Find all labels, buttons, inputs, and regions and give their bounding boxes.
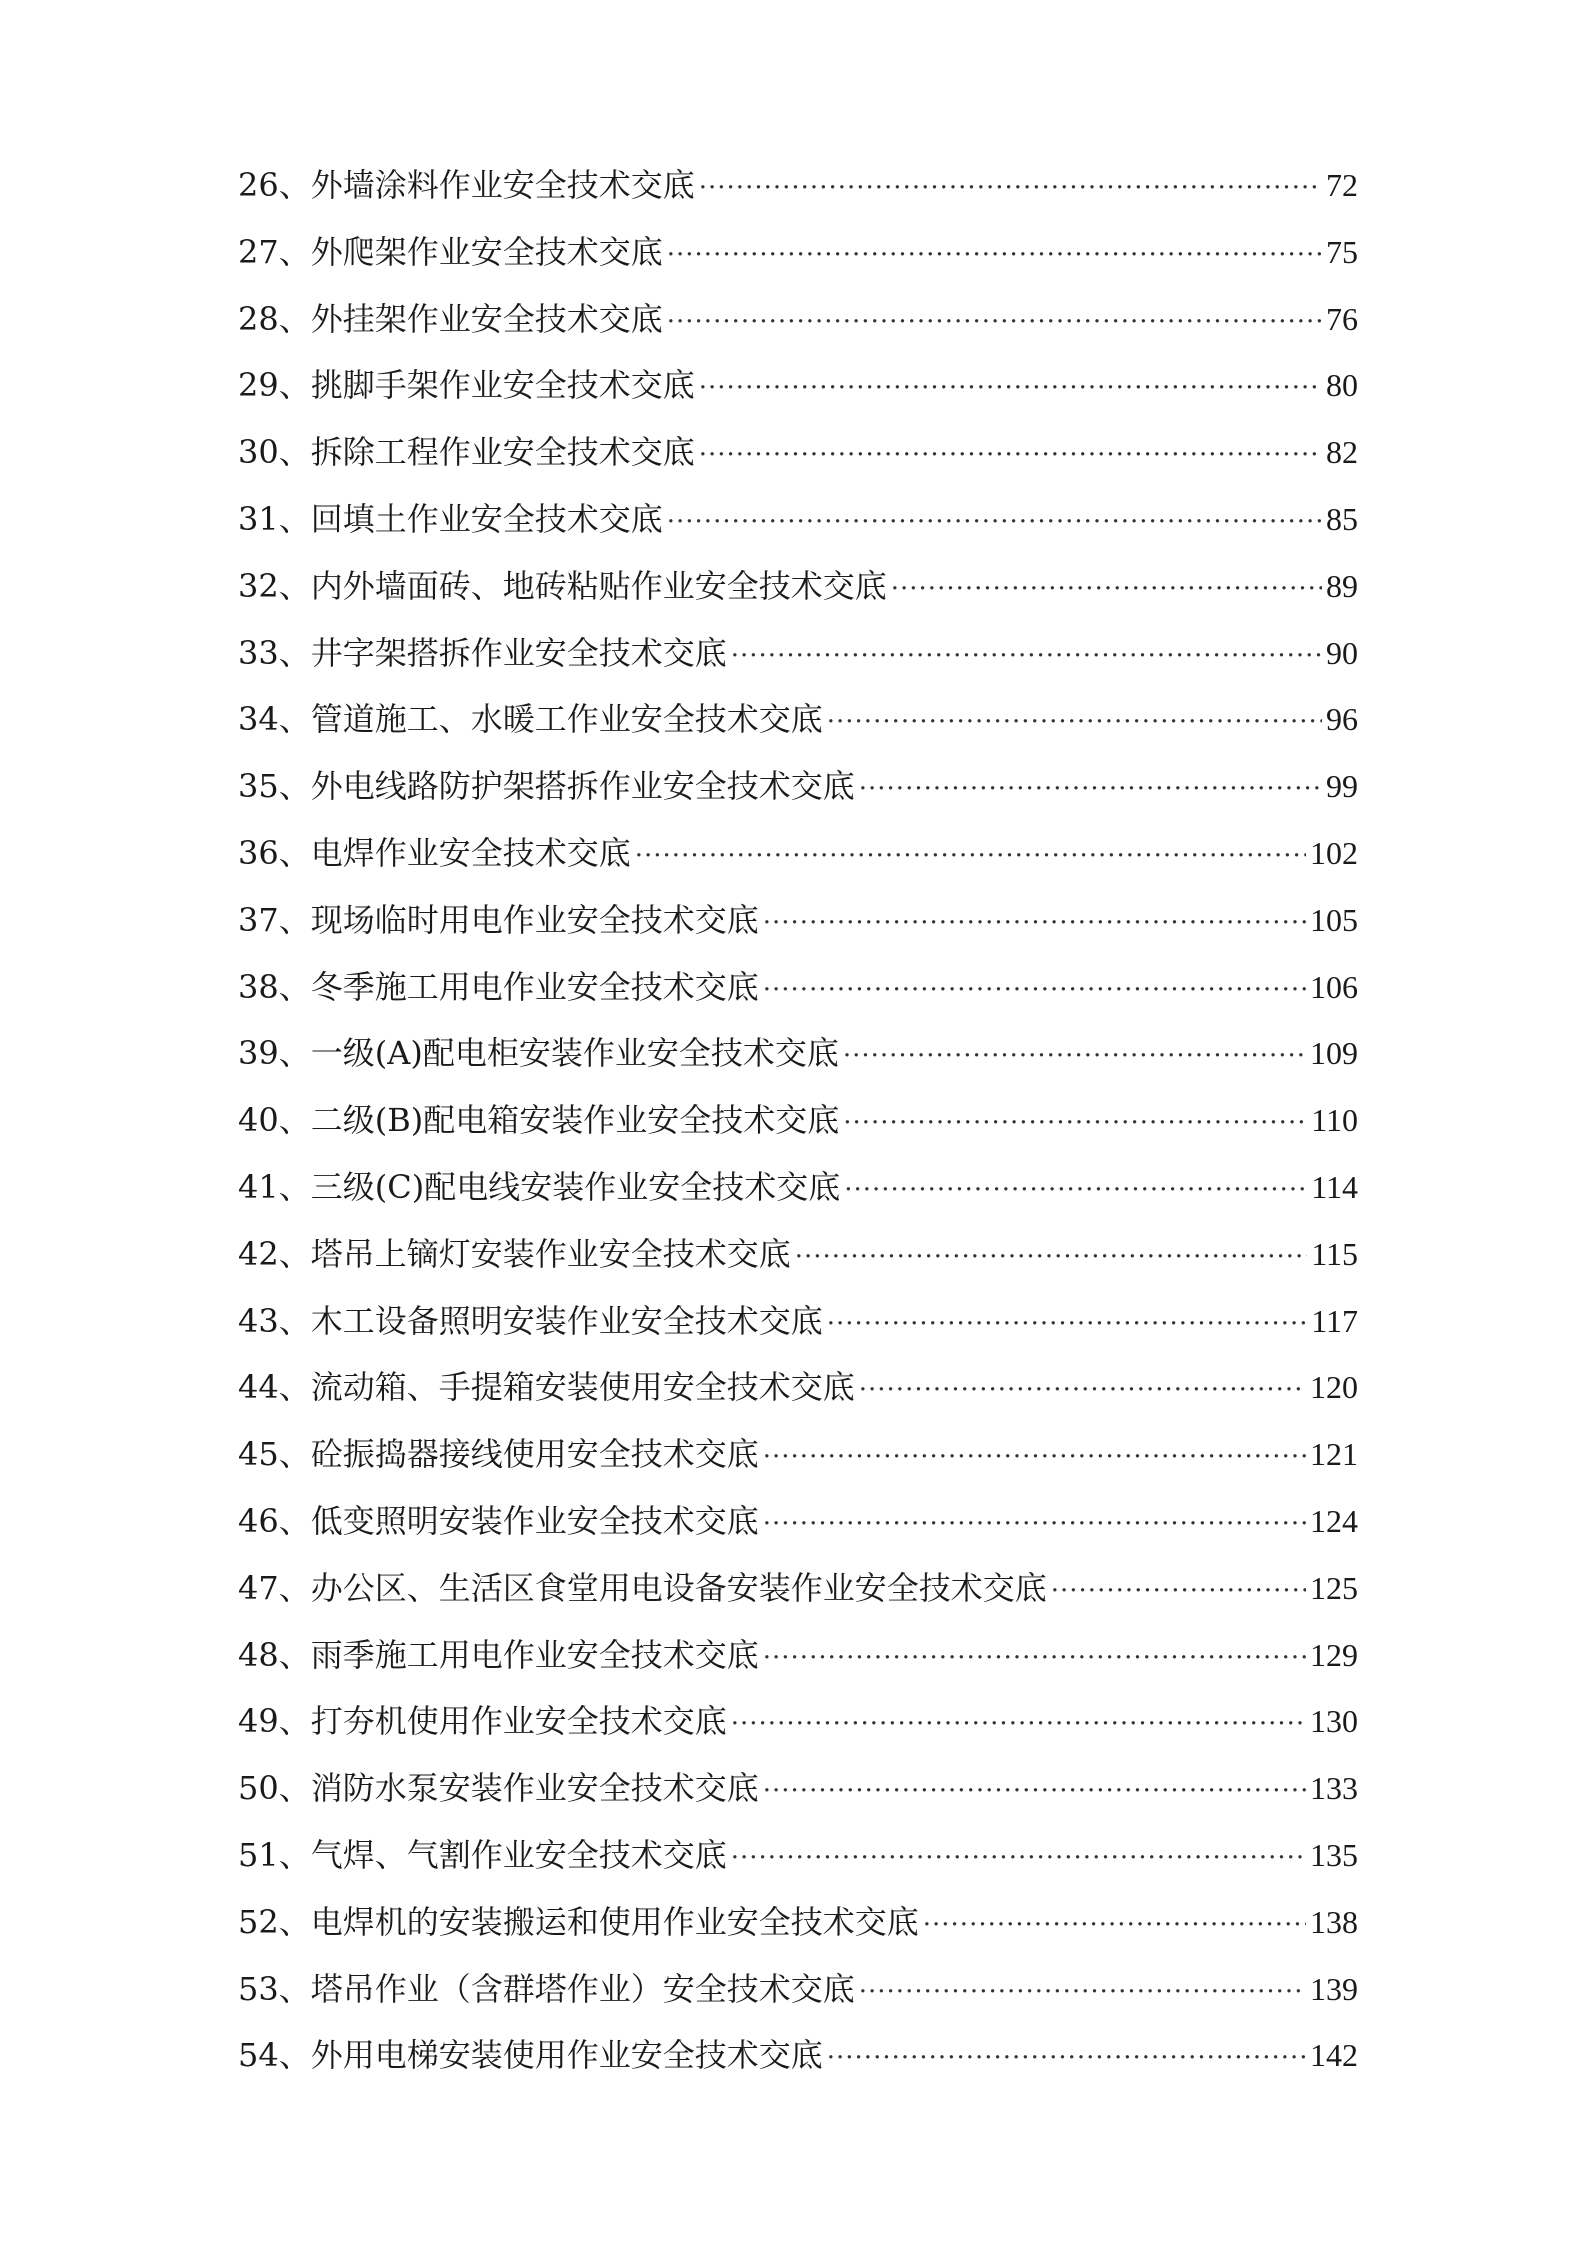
entry-page-number: 72	[1326, 167, 1358, 203]
dot-leader	[699, 422, 1322, 489]
toc-entry[interactable]	[238, 286, 1358, 353]
toc-entry[interactable]	[238, 620, 1358, 687]
entry-page-number: 110	[1311, 1102, 1358, 1139]
entry-page-number: 89	[1326, 567, 1358, 604]
entry-title: 外挂架作业安全技术交底	[310, 299, 663, 338]
entry-number: 53、	[238, 1969, 311, 2008]
entry-page-number: 133	[1310, 1770, 1358, 1807]
toc-entry[interactable]	[238, 1889, 1358, 1956]
toc-entry[interactable]	[238, 1488, 1358, 1555]
entry-page-number: 109	[1310, 1035, 1358, 1072]
entry-page-number: 138	[1310, 1903, 1358, 1940]
entry-number: 43、	[238, 1301, 311, 1340]
toc-entry[interactable]	[238, 954, 1358, 1021]
toc-entry[interactable]	[238, 1154, 1358, 1221]
entry-number: 27、	[238, 232, 311, 271]
entry-number: 36、	[238, 833, 311, 872]
dot-leader	[923, 1892, 1306, 1959]
entry-number: 37、	[238, 900, 311, 939]
entry-page-number: 96	[1326, 701, 1358, 738]
dot-leader	[1051, 1558, 1306, 1625]
toc-entry[interactable]	[238, 486, 1358, 553]
toc-entry[interactable]	[238, 1087, 1358, 1154]
dot-leader	[667, 489, 1322, 556]
toc-entry[interactable]	[238, 219, 1358, 286]
dot-leader	[763, 1625, 1306, 1692]
entry-number: 34、	[238, 700, 311, 739]
entry-title: 塔吊作业（含群塔作业）安全技术交底	[310, 1969, 855, 2008]
entry-page-number: 124	[1310, 1502, 1358, 1539]
entry-title: 打夯机使用作业安全技术交底	[310, 1702, 727, 1741]
toc-entry[interactable]	[238, 1688, 1358, 1755]
entry-number: 44、	[238, 1368, 311, 1407]
toc-entry[interactable]	[238, 1622, 1358, 1689]
entry-title: 气焊、气割作业安全技术交底	[310, 1835, 727, 1874]
entry-title: 一级(A)配电柜安装作业安全技术交底	[310, 1034, 839, 1073]
entry-title: 木工设备照明安装作业安全技术交底	[310, 1301, 823, 1340]
dot-leader	[843, 1090, 1307, 1157]
entry-number: 51、	[238, 1835, 311, 1874]
dot-leader	[859, 1357, 1306, 1424]
entry-title: 挑脚手架作业安全技术交底	[310, 366, 695, 405]
dot-leader	[731, 623, 1322, 690]
toc-entry[interactable]	[238, 419, 1358, 486]
entry-title: 冬季施工用电作业安全技术交底	[310, 967, 759, 1006]
dot-leader	[763, 890, 1306, 957]
entry-number: 32、	[238, 566, 311, 605]
entry-page-number: 105	[1310, 901, 1358, 938]
entry-title: 外爬架作业安全技术交底	[310, 232, 663, 271]
dot-leader	[827, 689, 1322, 756]
dot-leader	[699, 155, 1322, 222]
entry-title: 雨季施工用电作业安全技术交底	[310, 1635, 759, 1674]
dot-leader	[763, 1491, 1306, 1558]
entry-page-number: 75	[1326, 233, 1358, 270]
toc-entry[interactable]	[238, 887, 1358, 954]
entry-page-number: 102	[1310, 834, 1358, 871]
entry-number: 38、	[238, 967, 311, 1006]
toc-entry[interactable]	[238, 152, 1358, 219]
dot-leader	[843, 1023, 1306, 1090]
entry-number: 33、	[238, 633, 311, 672]
entry-title: 二级(B)配电箱安装作业安全技术交底	[310, 1101, 840, 1140]
entry-title: 低变照明安装作业安全技术交底	[310, 1501, 759, 1540]
entry-title: 管道施工、水暖工作业安全技术交底	[310, 700, 823, 739]
entry-number: 35、	[238, 767, 311, 806]
entry-title: 拆除工程作业安全技术交底	[310, 433, 695, 472]
entry-page-number: 85	[1326, 500, 1358, 537]
entry-number: 41、	[238, 1167, 311, 1206]
toc-entry[interactable]	[238, 1020, 1358, 1087]
toc-entry[interactable]	[238, 753, 1358, 820]
entry-page-number: 115	[1311, 1235, 1358, 1272]
entry-page-number: 106	[1310, 968, 1358, 1005]
toc-entry[interactable]	[238, 553, 1358, 620]
entry-page-number: 139	[1310, 1970, 1358, 2007]
entry-number: 48、	[238, 1635, 311, 1674]
entry-number: 46、	[238, 1501, 311, 1540]
entry-title: 内外墙面砖、地砖粘贴作业安全技术交底	[310, 566, 887, 605]
entry-page-number: 125	[1310, 1569, 1358, 1606]
dot-leader	[635, 823, 1306, 890]
entry-page-number: 121	[1310, 1436, 1358, 1473]
toc-entry[interactable]	[238, 1822, 1358, 1889]
entry-number: 39、	[238, 1034, 311, 1073]
dot-leader	[859, 1959, 1306, 2026]
entry-title: 流动箱、手提箱安装使用安全技术交底	[310, 1368, 855, 1407]
dot-leader	[844, 1157, 1307, 1224]
toc-entry[interactable]	[238, 2022, 1358, 2089]
entry-page-number: 117	[1311, 1302, 1358, 1339]
entry-page-number: 76	[1326, 300, 1358, 337]
dot-leader	[827, 1291, 1307, 1358]
toc-entry[interactable]	[238, 1288, 1358, 1355]
entry-page-number: 82	[1326, 434, 1358, 471]
entry-number: 31、	[238, 499, 311, 538]
toc-entry[interactable]	[238, 686, 1358, 753]
entry-page-number: 90	[1326, 634, 1358, 671]
entry-title: 外墙涂料作业安全技术交底	[310, 166, 695, 204]
entry-title: 回填土作业安全技术交底	[310, 499, 663, 538]
entry-number: 40、	[238, 1101, 311, 1140]
entry-title: 井字架搭拆作业安全技术交底	[310, 633, 727, 672]
toc-entry[interactable]	[238, 352, 1358, 419]
dot-leader	[699, 355, 1322, 422]
entry-page-number: 135	[1310, 1836, 1358, 1873]
toc-entry[interactable]	[238, 820, 1358, 887]
toc-entry[interactable]	[238, 1755, 1358, 1822]
entry-title: 外用电梯安装使用作业安全技术交底	[310, 2036, 823, 2075]
entry-number: 50、	[238, 1769, 311, 1808]
entry-page-number: 114	[1311, 1168, 1358, 1205]
entry-number: 54、	[238, 2036, 311, 2075]
dot-leader	[667, 222, 1322, 289]
entry-page-number: 99	[1326, 768, 1358, 805]
dot-leader	[891, 556, 1322, 623]
entry-title: 三级(C)配电线安装作业安全技术交底	[310, 1167, 841, 1206]
dot-leader	[763, 1758, 1306, 1825]
entry-number: 42、	[238, 1234, 311, 1273]
entry-title: 塔吊上镝灯安装作业安全技术交底	[310, 1234, 791, 1273]
toc-entry[interactable]	[238, 1421, 1358, 1488]
dot-leader	[763, 1424, 1306, 1491]
dot-leader	[667, 289, 1322, 356]
toc-entry[interactable]	[238, 1555, 1358, 1622]
entry-number: 26、	[238, 166, 311, 204]
table-of-contents	[238, 152, 1358, 2089]
entry-title: 电焊机的安装搬运和使用作业安全技术交底	[310, 1902, 919, 1941]
entry-number: 30、	[238, 433, 311, 472]
dot-leader	[731, 1825, 1306, 1892]
toc-entry[interactable]	[238, 1354, 1358, 1421]
entry-number: 45、	[238, 1435, 311, 1474]
entry-title: 消防水泵安装作业安全技术交底	[310, 1769, 759, 1808]
entry-page-number: 129	[1310, 1636, 1358, 1673]
entry-number: 29、	[238, 366, 311, 405]
entry-number: 52、	[238, 1902, 311, 1941]
dot-leader	[795, 1224, 1307, 1291]
entry-page-number: 120	[1310, 1369, 1358, 1406]
entry-title: 办公区、生活区食堂用电设备安装作业安全技术交底	[310, 1568, 1047, 1607]
entry-page-number: 80	[1326, 367, 1358, 404]
entry-title: 电焊作业安全技术交底	[310, 833, 631, 872]
entry-page-number: 142	[1310, 2037, 1358, 2074]
dot-leader	[731, 1691, 1306, 1758]
entry-number: 47、	[238, 1568, 311, 1607]
toc-entry[interactable]	[238, 1956, 1358, 2023]
entry-title: 外电线路防护架搭拆作业安全技术交底	[310, 767, 855, 806]
entry-page-number: 130	[1310, 1703, 1358, 1740]
toc-entry[interactable]	[238, 1221, 1358, 1288]
entry-title: 现场临时用电作业安全技术交底	[310, 900, 759, 939]
dot-leader	[763, 957, 1306, 1024]
dot-leader	[859, 756, 1322, 823]
entry-number: 49、	[238, 1702, 311, 1741]
entry-title: 砼振捣器接线使用安全技术交底	[310, 1435, 759, 1474]
dot-leader	[827, 2025, 1306, 2092]
entry-number: 28、	[238, 299, 311, 338]
